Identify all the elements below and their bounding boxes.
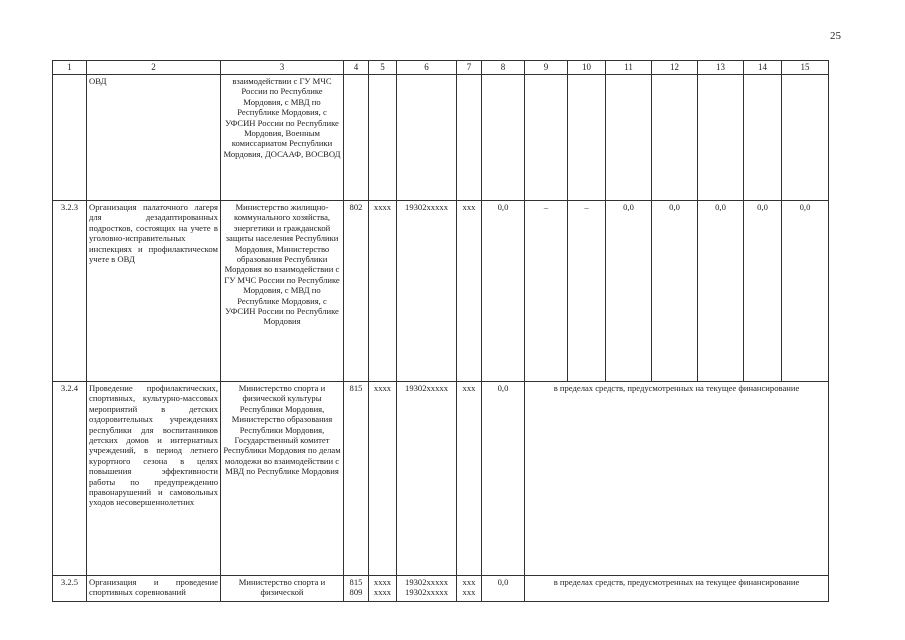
cell-4: 815 <box>344 382 369 576</box>
executor: Министерство спорта и физической <box>221 576 344 602</box>
column-header: 7 <box>457 61 482 75</box>
executor: Министерство жилищно-коммунального хозяйства, энергетики и гражданской защиты населения Республики Мордовия, Министерство образования Республики Мордовия во взаимодействии с ГУ МЧС России по Республике Мордовия, с МВД по Республике Мордовия, с УФСИН России по Республике Мордовия <box>221 201 344 382</box>
cell-12: 0,0 <box>652 201 698 382</box>
cell-5: xxxx xxxx <box>369 576 397 602</box>
cell-10 <box>568 75 606 201</box>
activity-name: Организация палаточного лагеря для дезадаптированных подростков, состоящих на учете в уголовно-исправительных инспекциях и профилактическом учете в ОВД <box>87 201 221 382</box>
table-row <box>53 201 829 382</box>
cell-6: 19302xxxxx 19302xxxxx <box>397 576 457 602</box>
column-header: 8 <box>482 61 525 75</box>
cell-11: 0,0 <box>606 201 652 382</box>
column-header: 4 <box>344 61 369 75</box>
cell-4: 802 <box>344 201 369 382</box>
cell-5: xxxx <box>369 201 397 382</box>
cell-15: 0,0 <box>782 201 829 382</box>
executor: Министерство спорта и физической культуры Республики Мордовия, Министерство образования Республики Мордовия, Государственный комитет Республики Мордовия по делам молодежи во взаимодействии с МВД по Республике Мордовия <box>221 382 344 576</box>
cell-14: 0,0 <box>744 201 782 382</box>
funding-note: в пределах средств, предусмотренных на текущее финансирование <box>525 382 829 576</box>
cell-8: 0,0 <box>482 201 525 382</box>
page-number: 25 <box>830 30 841 42</box>
column-header: 10 <box>568 61 606 75</box>
cell-8: 0,0 <box>482 382 525 576</box>
table-row <box>53 75 829 201</box>
executor: взаимодействии с ГУ МЧС России по Республике Мордовия, с МВД по Республике Мордовия, с УФСИН России по Республике Мордовия, Военным комиссариатом Республики Мордовия, ДОСААФ, ВОСВОД <box>221 75 344 201</box>
column-header: 13 <box>698 61 744 75</box>
funding-note: в пределах средств, предусмотренных на текущее финансирование <box>525 576 829 602</box>
cell-6 <box>397 75 457 201</box>
table-row <box>53 576 829 602</box>
cell-13 <box>698 75 744 201</box>
cell-15 <box>782 75 829 201</box>
item-number: 3.2.4 <box>53 382 87 576</box>
column-header: 14 <box>744 61 782 75</box>
item-number: 3.2.3 <box>53 201 87 382</box>
activity-name: ОВД <box>87 75 221 201</box>
cell-8 <box>482 75 525 201</box>
cell-7: xxx <box>457 382 482 576</box>
table-row <box>53 382 829 576</box>
cell-9: – <box>525 201 568 382</box>
cell-9 <box>525 75 568 201</box>
column-header: 12 <box>652 61 698 75</box>
item-number: 3.2.5 <box>53 576 87 602</box>
cell-7: xxx <box>457 201 482 382</box>
cell-4 <box>344 75 369 201</box>
activity-name: Проведение профилактических, спортивных, культурно-массовых мероприятий в детских оздоровительных учреждениях республики для воспитанников детских домов и интернатных учреждений, в период летнего курортного сезона в целях повышения эффективности работы по предупреждению правонарушений и самовольных уходов несовершеннолетних <box>87 382 221 576</box>
column-number-row <box>53 61 829 75</box>
cell-10: – <box>568 201 606 382</box>
cell-11 <box>606 75 652 201</box>
cell-13: 0,0 <box>698 201 744 382</box>
cell-12 <box>652 75 698 201</box>
column-header: 1 <box>53 61 87 75</box>
column-header: 9 <box>525 61 568 75</box>
cell-14 <box>744 75 782 201</box>
program-table <box>52 60 829 602</box>
column-header: 3 <box>221 61 344 75</box>
cell-7: xxx xxx <box>457 576 482 602</box>
cell-5 <box>369 75 397 201</box>
column-header: 6 <box>397 61 457 75</box>
column-header: 11 <box>606 61 652 75</box>
cell-6: 19302xxxxx <box>397 382 457 576</box>
cell-7 <box>457 75 482 201</box>
cell-8: 0,0 <box>482 576 525 602</box>
item-number <box>53 75 87 201</box>
column-header: 15 <box>782 61 829 75</box>
activity-name: Организация и проведение спортивных соревнований <box>87 576 221 602</box>
cell-4: 815 809 <box>344 576 369 602</box>
cell-5: xxxx <box>369 382 397 576</box>
column-header: 2 <box>87 61 221 75</box>
column-header: 5 <box>369 61 397 75</box>
cell-6: 19302xxxxx <box>397 201 457 382</box>
